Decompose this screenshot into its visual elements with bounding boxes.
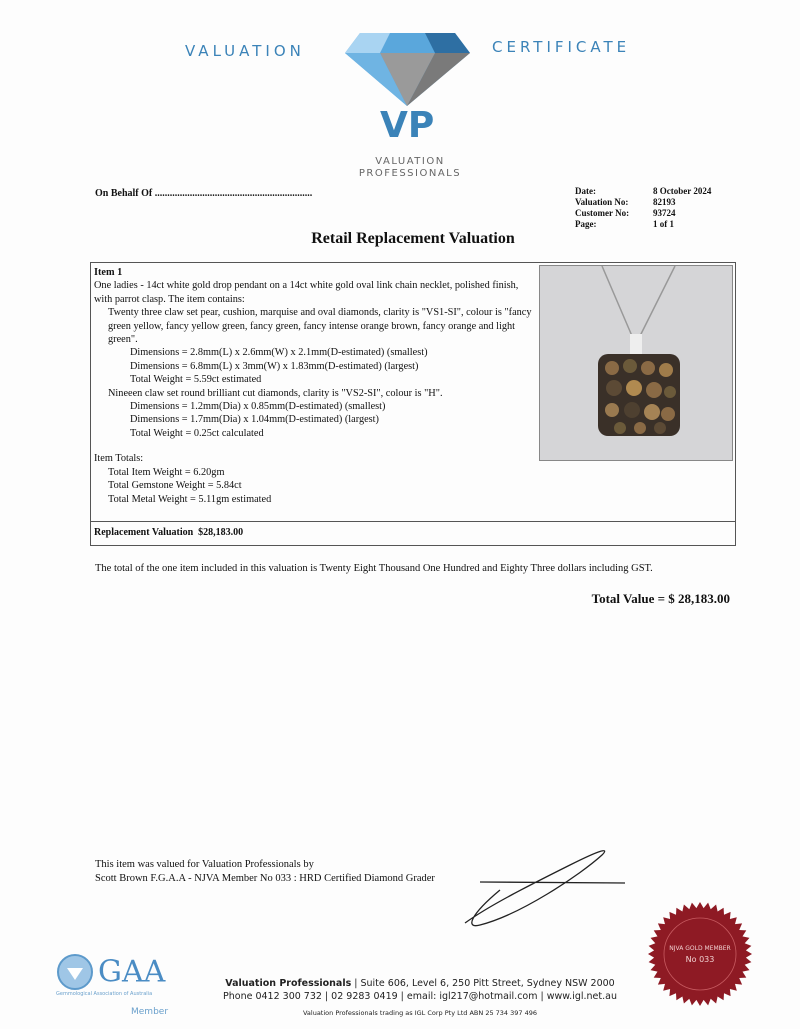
svg-text:NJVA GOLD MEMBER: NJVA GOLD MEMBER <box>669 945 731 952</box>
gaa-logo: GAA Gemmological Association of Australia Member <box>56 954 169 1017</box>
pendant-photo <box>539 265 733 461</box>
njva-seal-icon <box>648 902 752 1006</box>
header-left: VALUATION <box>185 42 305 60</box>
gaa-emblem-icon <box>56 953 94 991</box>
header-right: CERTIFICATE <box>492 38 631 56</box>
on-behalf-of: On Behalf Of ............................................................... <box>95 188 313 199</box>
diamond-logo-icon <box>345 28 470 106</box>
valuer-line-1: This item was valued for Valuation Professionals by <box>95 859 314 870</box>
replacement-valuation-row: Replacement Valuation $28,183.00 <box>91 521 735 543</box>
meta-block: Date: 8 October 2024 Valuation No: 82193 Customer No: 93724 Page: 1 of 1 <box>575 186 712 229</box>
total-sentence: The total of the one item included in this valuation is Twenty Eight Thousand One Hundred and Eighty Three dollars including GST. <box>95 563 653 574</box>
logo-initials: VP <box>380 105 435 146</box>
valuer-line-2: Scott Brown F.G.A.A - NJVA Member No 033 : HRD Certified Diamond Grader <box>95 873 435 884</box>
item-description: Item 1 One ladies - 14ct white gold drop pendant on a 14ct white gold oval link chain necklet, polished finish, with parrot clasp. The item contains: Twenty three claw set pear, cushion, marquise and oval diamonds, clarity is "VS1-SI", colour is "fancy green yellow, fancy yellow green, fancy green, fancy intense orange brown, fancy orange and light green". Dimensions = 2.8mm(L) x 2.6mm(W) x 2.1mm(D-estimated) (smallest) Dimensions = 6.8mm(L) x 3mm(W) x 1.83mm(D-estimated) (largest) Total Weight = 5.59ct estimated Nineeen claw set round brilliant cut diamonds, clarity is "VS2-SI", colour is "H". Dimensions = 1.2mm(Dia) x 0.85mm(D-estimated) (smallest) Dimensions = 1.7mm(Dia) x 1.04mm(D-estimated) (largest) Total Weight = 0.25ct calculated Item Totals: Total Item Weight = 6.20gm Total Gemstone Weight = 5.84ct Total Metal Weight = 5.11gm estimated <box>94 267 532 505</box>
total-value: Total Value = $ 28,183.00 <box>591 591 730 606</box>
logo-text: VALUATION PROFESSIONALS <box>358 156 462 179</box>
item-box <box>90 262 736 546</box>
footer: Valuation Professionals | Suite 606, Level 6, 250 Pitt Street, Sydney NSW 2000 Phone 0412 300 732 | 02 9283 0419 | email: igl217@hotmail.com | www.igl.net.au Valuation Professionals trading as IGL Corp Pty Ltd ABN 25 734 397 496 <box>223 978 617 1017</box>
signature-icon <box>460 845 630 930</box>
svg-text:No 033: No 033 <box>685 955 715 964</box>
document-title: Retail Replacement Valuation <box>311 230 515 247</box>
